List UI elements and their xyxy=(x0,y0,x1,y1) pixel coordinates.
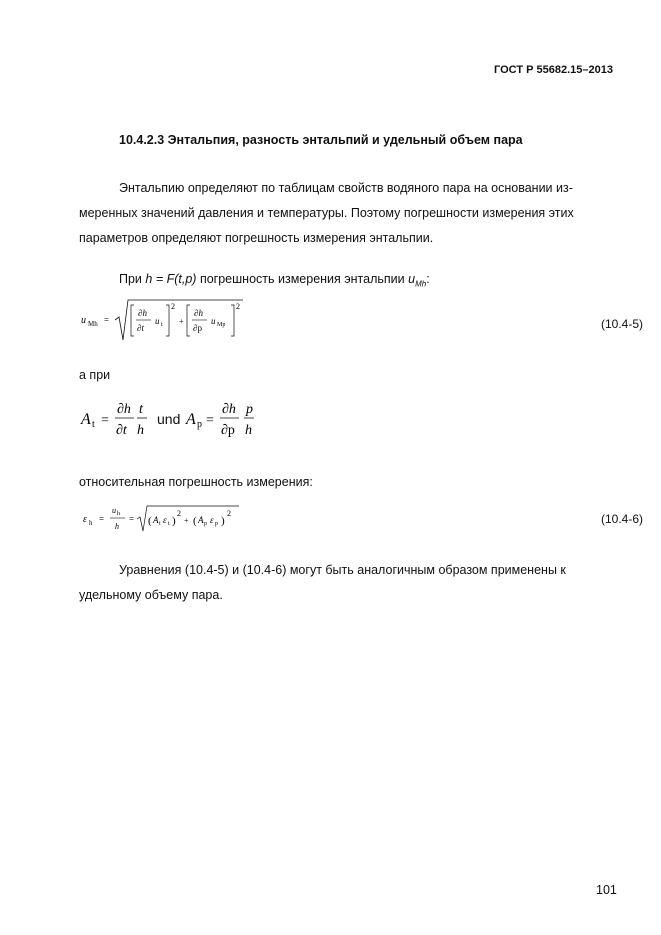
svg-text:+: + xyxy=(184,516,189,525)
svg-text:p: p xyxy=(197,419,203,430)
svg-text:h: h xyxy=(115,522,119,531)
equation-at xyxy=(79,397,169,441)
svg-text:h: h xyxy=(245,423,253,438)
equation-10-4-5 xyxy=(79,296,259,344)
svg-text:h: h xyxy=(117,511,120,517)
paragraph-conclusion: Уравнения (10.4-5) и (10.4-6) могут быть аналогичным образом применены к удельному объему пара. xyxy=(79,563,566,602)
svg-text:ε: ε xyxy=(163,515,167,525)
svg-text:h: h xyxy=(137,423,144,438)
svg-text:∂h: ∂h xyxy=(117,402,131,417)
document-header: ГОСТ Р 55682.15–2013 xyxy=(494,64,613,76)
svg-text:u: u xyxy=(81,315,86,326)
svg-text:=: = xyxy=(206,413,215,428)
section-heading: 10.4.2.3 Энтальпия, разность энтальпий и удельный объем пара xyxy=(119,133,523,147)
svg-text:=: = xyxy=(99,514,105,524)
svg-text:∂h: ∂h xyxy=(138,308,147,318)
equation-number-10-4-6: (10.4-6) xyxy=(600,512,643,526)
svg-text:u: u xyxy=(155,316,160,326)
inline-variable: $u_{Mh}$ xyxy=(408,272,427,289)
svg-text:2: 2 xyxy=(177,509,181,518)
page-number: 101 xyxy=(596,883,617,897)
svg-text:): ) xyxy=(172,515,176,527)
svg-text:=: = xyxy=(101,413,109,428)
svg-text:∂p: ∂p xyxy=(221,423,236,438)
svg-text:2: 2 xyxy=(227,509,231,518)
equation-definitions xyxy=(79,397,274,441)
svg-text:h: h xyxy=(89,519,93,527)
svg-text:p: p xyxy=(215,521,218,527)
svg-text:A: A xyxy=(198,515,204,525)
svg-text:t: t xyxy=(161,322,163,328)
paragraph-relative-error: относительная погрешность измерения: xyxy=(79,475,313,489)
text-middle: погрешность измерения энтальпии xyxy=(199,272,405,286)
inline-formula: h = F(t,p) xyxy=(145,272,197,286)
svg-text:Mh: Mh xyxy=(88,320,98,328)
svg-text:p: p xyxy=(246,402,254,417)
svg-text:u: u xyxy=(211,316,216,326)
svg-text:p: p xyxy=(204,521,207,527)
svg-text:Mp: Mp xyxy=(217,322,226,328)
svg-text:ε: ε xyxy=(83,514,87,525)
svg-text:(: ( xyxy=(148,515,152,527)
svg-text:2: 2 xyxy=(171,302,175,311)
text-und: und xyxy=(157,411,181,427)
svg-text:(: ( xyxy=(193,515,197,527)
svg-text:+: + xyxy=(179,317,184,326)
svg-text:∂p: ∂p xyxy=(193,323,202,333)
svg-text:t: t xyxy=(159,521,161,527)
svg-text:): ) xyxy=(221,515,225,527)
svg-text:∂t: ∂t xyxy=(116,423,127,438)
svg-text:∂h: ∂h xyxy=(194,308,203,318)
equation-ap xyxy=(184,397,274,441)
equation-number-10-4-5: (10.4-5) xyxy=(600,317,643,331)
svg-text:A: A xyxy=(153,515,159,525)
paragraph-enthalpy-intro: Энтальпию определяют по таблицам свойств водяного пара на основании из-меренных значений давления и температуры. Поэтому погрешности измерения этих параметров определяют погрешность измерения энтальпии. xyxy=(79,181,574,245)
svg-text:ε: ε xyxy=(210,515,214,525)
svg-text:A: A xyxy=(186,411,197,428)
paragraph-formula-intro: При h = F(t,p) погрешность измерения энтальпии $u_{Mh}$: xyxy=(119,272,430,289)
svg-text:=: = xyxy=(129,514,135,524)
svg-text:∂t: ∂t xyxy=(137,323,144,333)
svg-text:=: = xyxy=(104,315,110,325)
svg-text:2: 2 xyxy=(236,302,240,311)
svg-text:∂h: ∂h xyxy=(222,402,237,417)
paragraph-and-when: а при xyxy=(79,368,111,382)
svg-text:t: t xyxy=(92,419,95,430)
svg-text:t: t xyxy=(168,521,170,527)
svg-text:A: A xyxy=(81,411,91,428)
svg-text:u: u xyxy=(112,506,116,515)
text-prefix: При xyxy=(119,272,142,286)
equation-10-4-6 xyxy=(79,500,249,536)
svg-text:t: t xyxy=(139,402,143,417)
